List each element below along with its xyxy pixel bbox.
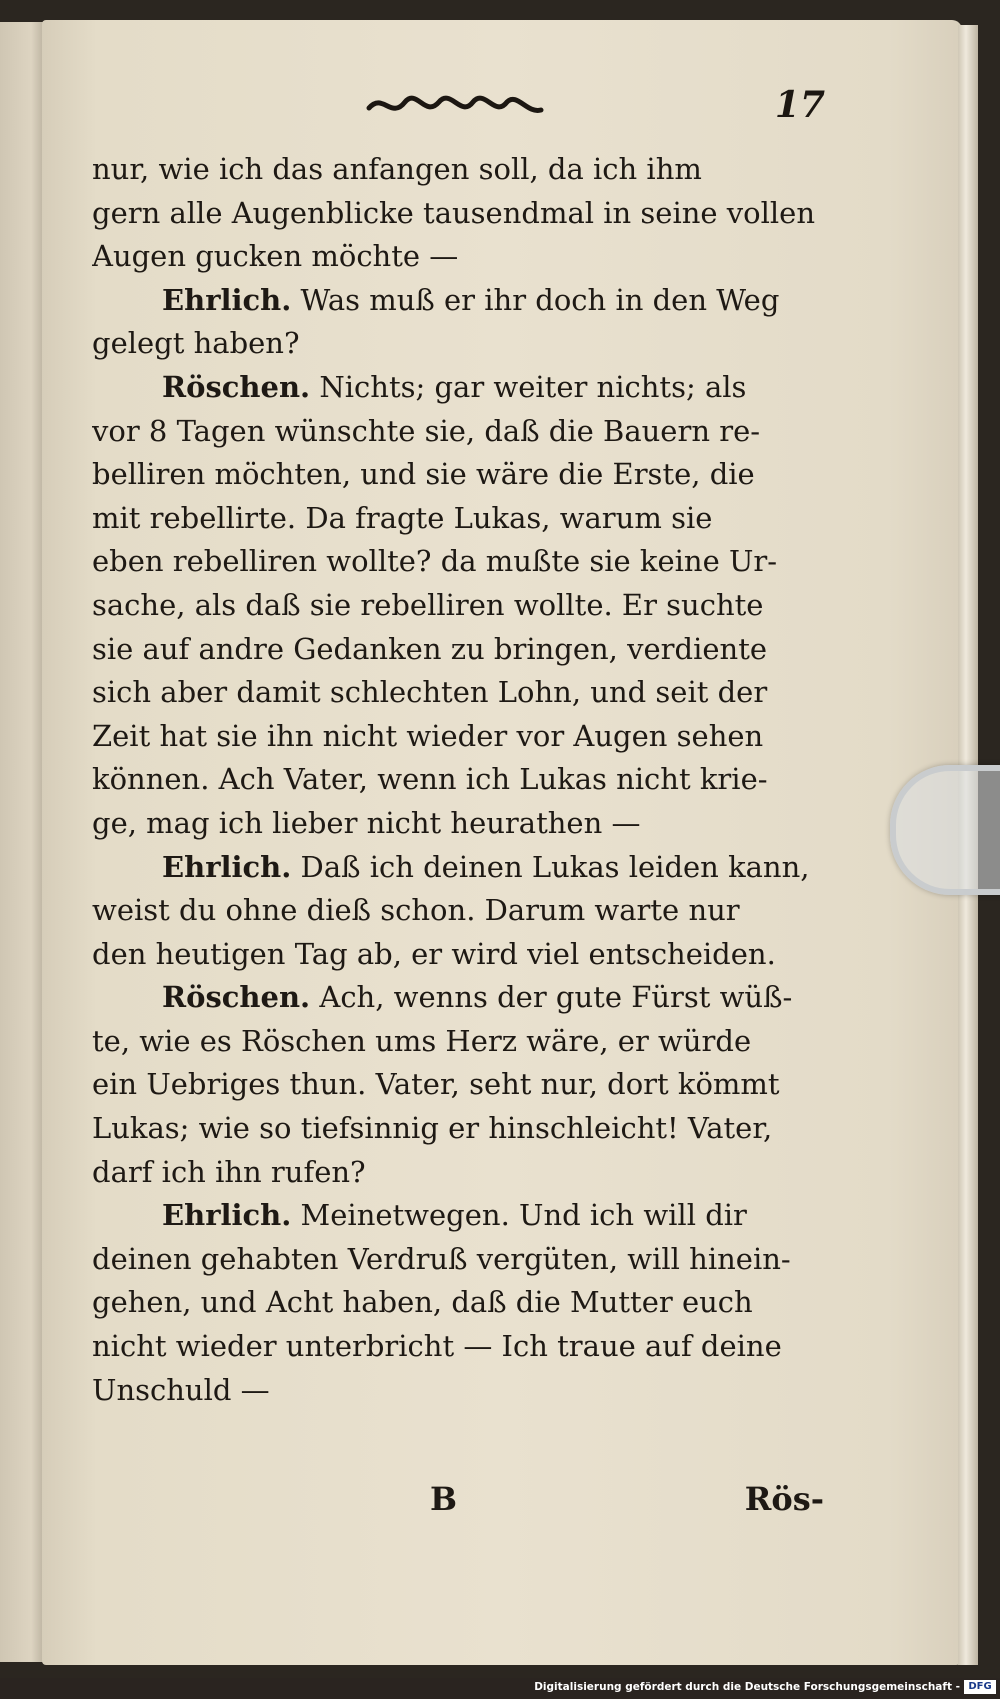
line-text: gern alle Augenblicke tausendmal in seine vollen [92,195,816,230]
text-line [92,1020,824,1064]
text-line [92,1238,824,1282]
line-text: den heutigen Tag ab, er wird viel entscheiden. [92,936,776,971]
line-text: nicht wieder unterbricht — Ich traue auf deine [92,1329,782,1364]
text-line [92,1194,824,1238]
text-line [92,497,824,541]
line-text: nur, wie ich das anfangen soll, da ich ihm [92,152,702,186]
line-text: Lukas; wie so tiefsinnig er hinschleicht! Vater, [92,1111,773,1146]
line-text: ein Uebriges thun. Vater, seht nur, dort kömmt [92,1067,780,1102]
line-text: sache, als daß sie rebelliren wollte. Er suchte [92,587,764,622]
text-line [92,1281,824,1325]
line-text: ge, mag ich lieber nicht heurathen — [92,805,641,840]
catchword: Rös- [744,1480,824,1518]
text-line [92,671,824,715]
text-line [92,1107,824,1151]
text-line [92,366,824,410]
line-text: Ach, wenns der gute Fürst wüß- [310,980,793,1015]
text-line [92,192,824,236]
body-text [92,148,824,1412]
page-number: 17 [774,84,825,126]
line-text: vor 8 Tagen wünschte sie, daß die Bauern re- [92,413,761,448]
text-line [92,235,824,279]
text-line [92,1369,824,1413]
line-text: Nichts; gar weiter nichts; als [310,369,747,404]
speaker-name: Röschen. [162,980,311,1015]
digitization-credit: Digitalisierung gefördert durch die Deutsche Forschungsgemeinschaft - [534,1681,960,1693]
speaker-name: Röschen. [162,369,311,404]
line-text: darf ich ihn rufen? [92,1154,366,1189]
text-line [92,279,824,323]
text-line [92,933,824,977]
line-text: gelegt haben? [92,326,300,361]
line-text: Unschuld — [92,1372,270,1407]
text-line [92,584,824,628]
line-text: können. Ach Vater, wenn ich Lukas nicht krie- [92,762,768,797]
line-text: mit rebellirte. Da fragte Lukas, warum sie [92,500,713,535]
line-text: Meinetwegen. Und ich will dir [291,1198,747,1233]
text-line [92,715,824,759]
line-text: deinen gehabten Verdruß vergüten, will hinein- [92,1241,791,1276]
text-line [92,976,824,1020]
text-line [92,802,824,846]
text-line [92,1151,824,1195]
line-text: weist du ohne dieß schon. Darum warte nur [92,893,740,928]
dfg-logo: DFG [964,1680,996,1694]
text-line [92,846,824,890]
text-line [92,1325,824,1369]
line-text: sie auf andre Gedanken zu bringen, verdiente [92,631,768,666]
line-text: gehen, und Acht haben, daß die Mutter euch [92,1285,753,1320]
signature-mark: B [430,1480,458,1518]
line-text: Zeit hat sie ihn nicht wieder vor Augen sehen [92,718,764,753]
line-text: eben rebelliren wollte? da mußte sie keine Ur- [92,544,778,579]
line-text: sich aber damit schlechten Lohn, und seit der [92,675,768,710]
text-line [92,540,824,584]
ornament-icon [365,90,545,120]
paper-clip [890,765,1000,895]
line-text: Daß ich deinen Lukas leiden kann, [291,849,810,884]
text-line [92,148,824,192]
line-text: Augen gucken möchte — [92,239,459,274]
text-line [92,453,824,497]
running-header [95,84,825,134]
text-line [92,628,824,672]
text-line [92,410,824,454]
page-footer [92,1480,824,1530]
text-line [92,758,824,802]
speaker-name: Ehrlich. [162,1198,292,1233]
line-text: te, wie es Röschen ums Herz wäre, er würde [92,1023,752,1058]
speaker-name: Ehrlich. [162,849,292,884]
line-text: Was muß er ihr doch in den Weg [291,282,780,317]
speaker-name: Ehrlich. [162,282,292,317]
line-text: belliren möchten, und sie wäre die Erste, die [92,457,755,492]
text-line [92,889,824,933]
text-line [92,1063,824,1107]
text-line [92,322,824,366]
